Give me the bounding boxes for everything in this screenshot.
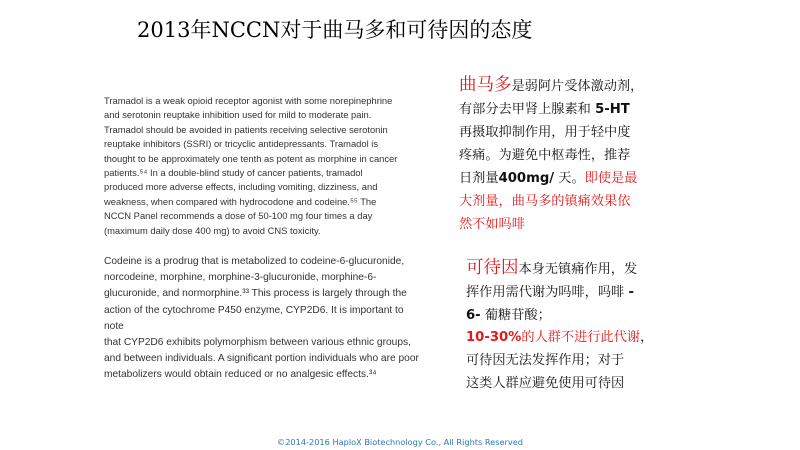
codeine-name: 可待因 (466, 258, 519, 278)
codeine-excerpt: Codeine is a prodrug that is metabolized to codeine-6-glucuronide, norcodeine, morphine, morphine-3-glucuronide, morphine-6- glucuronide, and normorphine.³³ This process is largely through the action of the cytochrome P450 enzyme, CYP2D6. It is important to note that CYP2D6 exhibits polymorphism between various ethnic groups, and between individuals. A significant portion individuals who are poor metabolizers would obtain reduced or no analgesic effects.³⁴ (104, 256, 419, 381)
copyright-footer: ©2014-2016 HaploX Biotechnology Co., All Rights Reserved (277, 437, 523, 447)
codeine-note-box (426, 255, 691, 407)
tramadol-name: 曲马多 (459, 75, 512, 95)
codeine-note: 可待因本身无镇痛作用，发 挥作用需代谢为吗啡，吗啡 - 6- 葡糖苷酸； 10-30%的人群不进行此代谢， 可待因无法发挥作用；对于 这类人群应避免使用可待因 (466, 258, 654, 391)
tramadol-excerpt: Tramadol is a weak opioid receptor agonist with some norepinephrine and serotonin reuptake inhibition used for mild to moderate pain. Tramadol should be avoided in patients receiving selective serotonin reuptake inhibitors (SSRI) or tricyclic antidepressants. Tramadol is thought to be approximately one tenth as potent as morphine in cancer patients.⁵⁴ In a double-blind study of cancer patients, tramadol produced more adverse effects, including vomiting, dizziness, and weakness, when compared with hydrocodone and codeine.⁵⁵ The NCCN Panel recommends a dose of 50-100 mg four times a day (maximum daily dose 400 mg) to avoid CNS toxicity. (104, 95, 398, 236)
slide-title: 2013年NCCN对于曲马多和可待因的态度 (137, 18, 533, 42)
tramadol-note-box (453, 70, 713, 270)
tramadol-note: 曲马多是弱阿片受体激动剂， 有部分去甲肾上腺素和 5-HT 再摄取抑制作用，用于轻中度 疼痛。为避免中枢毒性，推荐 日剂量400mg/ 天。即使是最 大剂量，曲马多的镇痛效果依 然不如吗啡 (459, 75, 644, 232)
